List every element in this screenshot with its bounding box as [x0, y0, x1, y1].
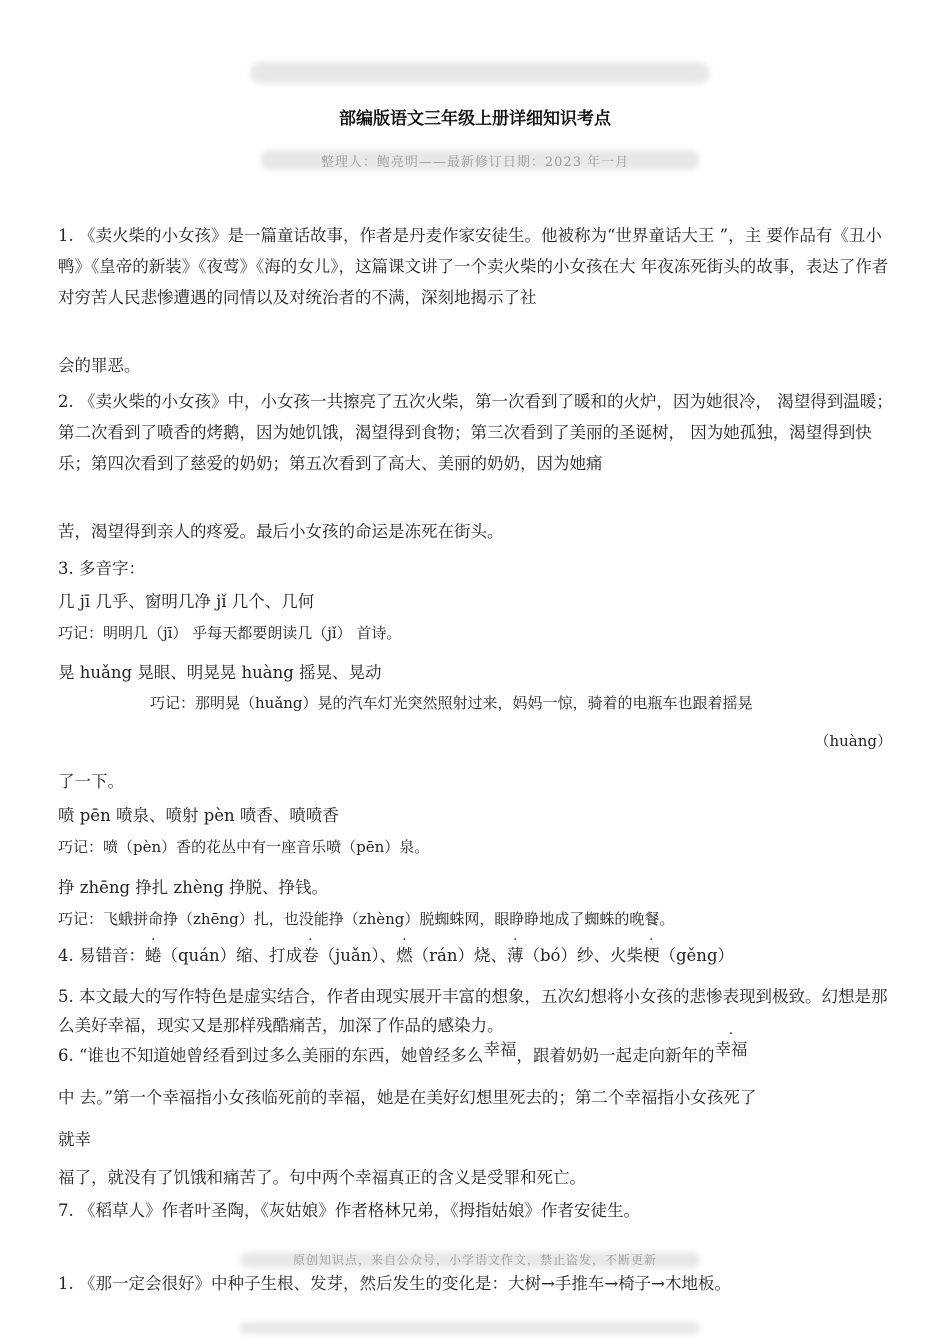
p4-prefix: 4. 易错音：	[58, 946, 145, 965]
p6-part-a: 6. “谁也不知道她曾经看到过多么美丽的东西，她曾经多么	[58, 1046, 484, 1065]
tip-zheng: 巧记：飞蛾拼命挣（zhēng）扎，也没能挣（zhèng）脱蜘蛛网，眼睁睁地成了蜘蛛的晚餐。	[58, 910, 675, 928]
p4-item-4: 燃	[396, 946, 413, 965]
p4-item-3: （juǎn）、	[318, 946, 397, 965]
bottom-smudge	[240, 1322, 700, 1334]
p4-item-5: （rán）烧、	[412, 946, 507, 965]
page-title: 部编版语文三年级上册详细知识考点	[339, 109, 611, 129]
polyphone-zheng: 挣 zhēng 挣扎 zhèng 挣脱、挣钱。	[58, 878, 329, 897]
tip-ji: 巧记：明明几（jī） 乎每天都要朗读几（jǐ） 首诗。	[58, 624, 402, 642]
paragraph-8: 1. 《那一定会很好》中种子生根、发芽，然后发生的变化是：大树→手推车→椅子→木地板。	[58, 1274, 731, 1293]
paragraph-5: 5. 本文最大的写作特色是虚实结合，作者由现实展开丰富的想象，五次幻想将小女孩的悲惨表现到极致。幻想是那么美好幸福，现实又是那样残酷痛苦，加深了作品的感染力。	[58, 987, 888, 1035]
p4-item-1: （quán）缩、打成	[161, 946, 303, 965]
p4-item-7: （bó）纱、火柴	[523, 946, 643, 965]
paragraph-1: 1. 《卖火柴的小女孩》是一篇童话故事，作者是丹麦作家安徒生。他被称为“世界童话大王 ”，主 要作品有《丑小鸭》《皇帝的新装》《夜莺》《海的女儿》，这篇课文讲了一个卖火柴的小女孩在大 年夜冻死街头的故事，表达了作者对穷苦人民悲惨遭遇的同情以及对统治者的不满，深刻地揭示了社	[58, 226, 889, 307]
tip-huang-tail: 了一下。	[58, 772, 124, 791]
polyphone-huang: 晃 huǎng 晃眼、明晃晃 huàng 摇晃、晃动	[58, 663, 382, 682]
paragraph-6-line-3: 就幸	[58, 1130, 91, 1149]
header-smudge	[250, 62, 710, 84]
paragraph-1-tail: 会的罪恶。	[58, 356, 141, 375]
p4-item-2: 卷	[302, 946, 319, 965]
polyphone-ji: 几 jī 几乎、窗明几净 jǐ 几个、几何	[58, 592, 315, 611]
paragraph-6-line-4: 福了，就没有了饥饿和痛苦了。句中两个幸福真正的含义是受罪和死亡。	[58, 1168, 586, 1187]
paragraph-2: 2. 《卖火柴的小女孩》中，小女孩一共擦亮了五次火柴，第一次看到了暖和的火炉，因为她很冷， 渴望得到温暖；第二次看到了喷香的烤鹅，因为她饥饿，渴望得到食物；第三次看到了美丽的圣诞树， 因为她孤独，渴望得到快乐；第四次看到了慈爱的奶奶；第五次看到了高大、美丽的奶奶，因为她痛	[58, 392, 893, 473]
p6-xingfu-2: 幸福	[714, 1040, 748, 1059]
tip-huang-pinyin: （huàng）	[814, 732, 892, 750]
paragraph-6-line-2: 中 去。”第一个幸福指小女孩临死前的幸福，她是在美好幻想里死去的；第二个幸福指小女孩死了	[58, 1088, 757, 1107]
paragraph-4	[58, 942, 734, 966]
polyphone-heading: 3. 多音字：	[58, 559, 145, 578]
p4-item-0: 蜷	[145, 946, 162, 965]
paragraph-6-line-1	[58, 1042, 747, 1066]
p6-xingfu-1: 幸福	[483, 1040, 517, 1059]
p4-item-8: 梗	[642, 946, 660, 965]
p4-item-9: （gěng）	[659, 946, 735, 965]
p4-item-6: 薄	[506, 946, 524, 965]
paragraph-2-tail: 苦，渴望得到亲人的疼爱。最后小女孩的命运是冻死在街头。	[58, 522, 504, 541]
footer-faint: 原创知识点，来自公众号，小学语文作文，禁止盗发，不断更新	[292, 1253, 657, 1267]
paragraph-7: 7. 《稻草人》作者叶圣陶，《灰姑娘》作者格林兄弟，《拇指姑娘》作者安徒生。	[58, 1201, 640, 1220]
p6-part-b: ，跟着奶奶一起走向新年的	[516, 1046, 715, 1065]
tip-huang: 巧记：那明晃（huǎng）晃的汽车灯光突然照射过来，妈妈一惊，骑着的电瓶车也跟着摇晃	[150, 694, 753, 712]
subheader-text: 整理人：鲍亮明——最新修订日期：2023 年一月	[320, 155, 630, 170]
tip-pen: 巧记：喷（pèn）香的花丛中有一座音乐喷（pēn）泉。	[58, 838, 430, 856]
polyphone-pen: 喷 pēn 喷泉、喷射 pèn 喷香、喷喷香	[58, 806, 339, 825]
